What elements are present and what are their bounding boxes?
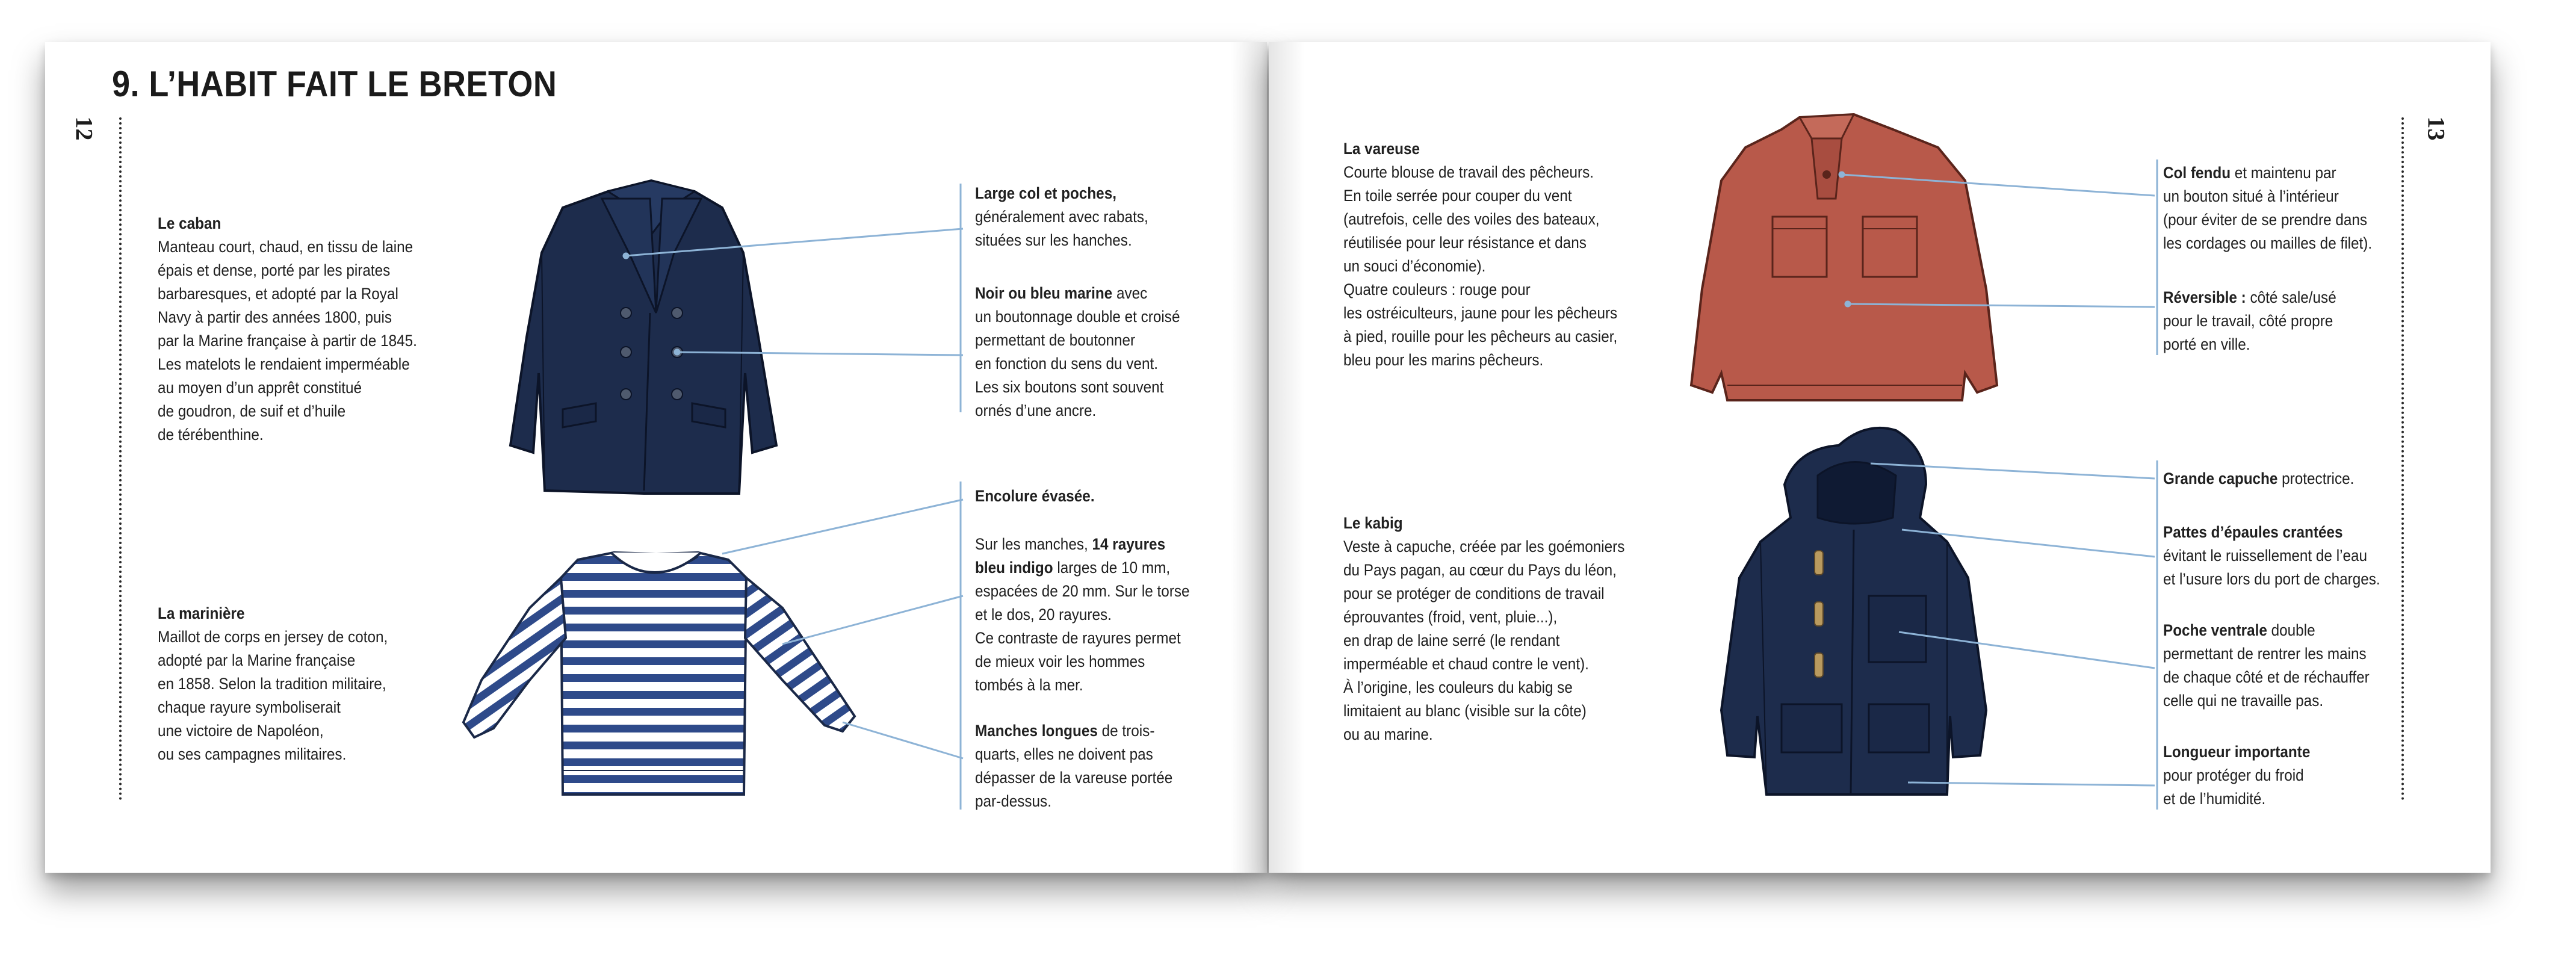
vareuse-note-collar: Col fendu et maintenu par un bouton situé à l’intérieur (pour éviter de se prendre dans les cordages ou mailles de filet).: [2163, 164, 2373, 252]
caban-note-color: Noir ou bleu marine avec un boutonnage double et croisé permettant de boutonner en fonction du sens du vent. Les six boutons sont souvent ornés d’une ancre.: [975, 284, 1180, 420]
kabig-heading: Le kabig: [1343, 514, 1403, 532]
page-number-left: 12: [70, 116, 98, 141]
kabig-note-pocket: Poche ventrale double permettant de rentrer les mains de chaque côté et de réchauffer celle qui ne travaille pas.: [2163, 621, 2370, 710]
mariniere-description: La marinière Maillot de corps en jersey de coton, adopté par la Marine française en 1858. Selon la tradition militaire, chaque rayure symboliserait une victoire de Napoléon, ou ses campagnes militaires.: [158, 602, 388, 766]
kabig-jacket-illustration: [1721, 428, 1986, 794]
caban-coat-illustration: [510, 181, 776, 494]
vareuse-description: La vareuse Courte blouse de travail des pêcheurs. En toile serrée pour couper du vent (autrefois, celle des voiles des bateaux, réutilisée pour leur résistance et dans un souci d’économie). Quatre couleurs : rouge pour les ostréiculteurs, jaune pour les pêcheurs à pied, rouille pour les pêcheurs au casier, bleu pour les marins pêcheurs.: [1343, 137, 1617, 372]
page-title: 9. L’HABIT FAIT LE BRETON: [112, 64, 557, 104]
vareuse-smock-illustration: [1691, 114, 1997, 400]
mariniere-heading: La marinière: [158, 604, 245, 622]
caban-note-collar: Large col et poches, généralement avec rabats, situées sur les hanches.: [975, 184, 1148, 249]
caban-description: Le caban Manteau court, chaud, en tissu de laine épais et dense, porté par les pirates barbaresques, et adopté par la Royal Navy à partir des années 1800, puis par la Marine française à partir de 1845. Les matelots le rendaient imperméable au moyen d’un apprêt constitué de goudron, de suif et d’huile de térébenthine.: [158, 212, 417, 447]
mariniere-shirt-illustration: [463, 553, 855, 794]
vareuse-note-reversible: Réversible : côté sale/usé pour le travail, côté propre porté en ville.: [2163, 288, 2336, 353]
kabig-description: Le kabig Veste à capuche, créée par les goémoniers du Pays pagan, au cœur du Pays du léon, pour se protéger de conditions de travail éprouvantes (froid, vent, pluie...), en drap de laine serré (le rendant imperméable et chaud contre le vent). À l’origine, les couleurs du kabig se limitaient au blanc (visible sur la côte) ou au marine.: [1343, 512, 1624, 746]
mariniere-note-sleeves: Manches longues de trois- quarts, elles ne doivent pas dépasser de la vareuse portée par-dessus.: [975, 722, 1173, 810]
page-number-right: 13: [2423, 116, 2450, 141]
kabig-note-hood: Grande capuche protectrice.: [2163, 469, 2355, 488]
mariniere-note-neckline: Encolure évasée.: [975, 487, 1095, 505]
page-rule-left: [119, 117, 122, 801]
kabig-note-epaulettes: Pattes d’épaules crantées évitant le ruissellement de l’eau et l’usure lors du port de charges.: [2163, 523, 2380, 588]
vareuse-heading: La vareuse: [1343, 140, 1420, 158]
mariniere-note-stripes: Sur les manches, 14 rayures bleu indigo larges de 10 mm, espacées de 20 mm. Sur le torse et le dos, 20 rayures. Ce contraste de rayures permet de mieux voir les hommes tombés à la mer.: [975, 535, 1190, 694]
kabig-note-length: Longueur importante pour protéger du froid et de l’humidité.: [2163, 743, 2311, 808]
page-rule-right: [2401, 117, 2404, 801]
caban-heading: Le caban: [158, 214, 221, 232]
